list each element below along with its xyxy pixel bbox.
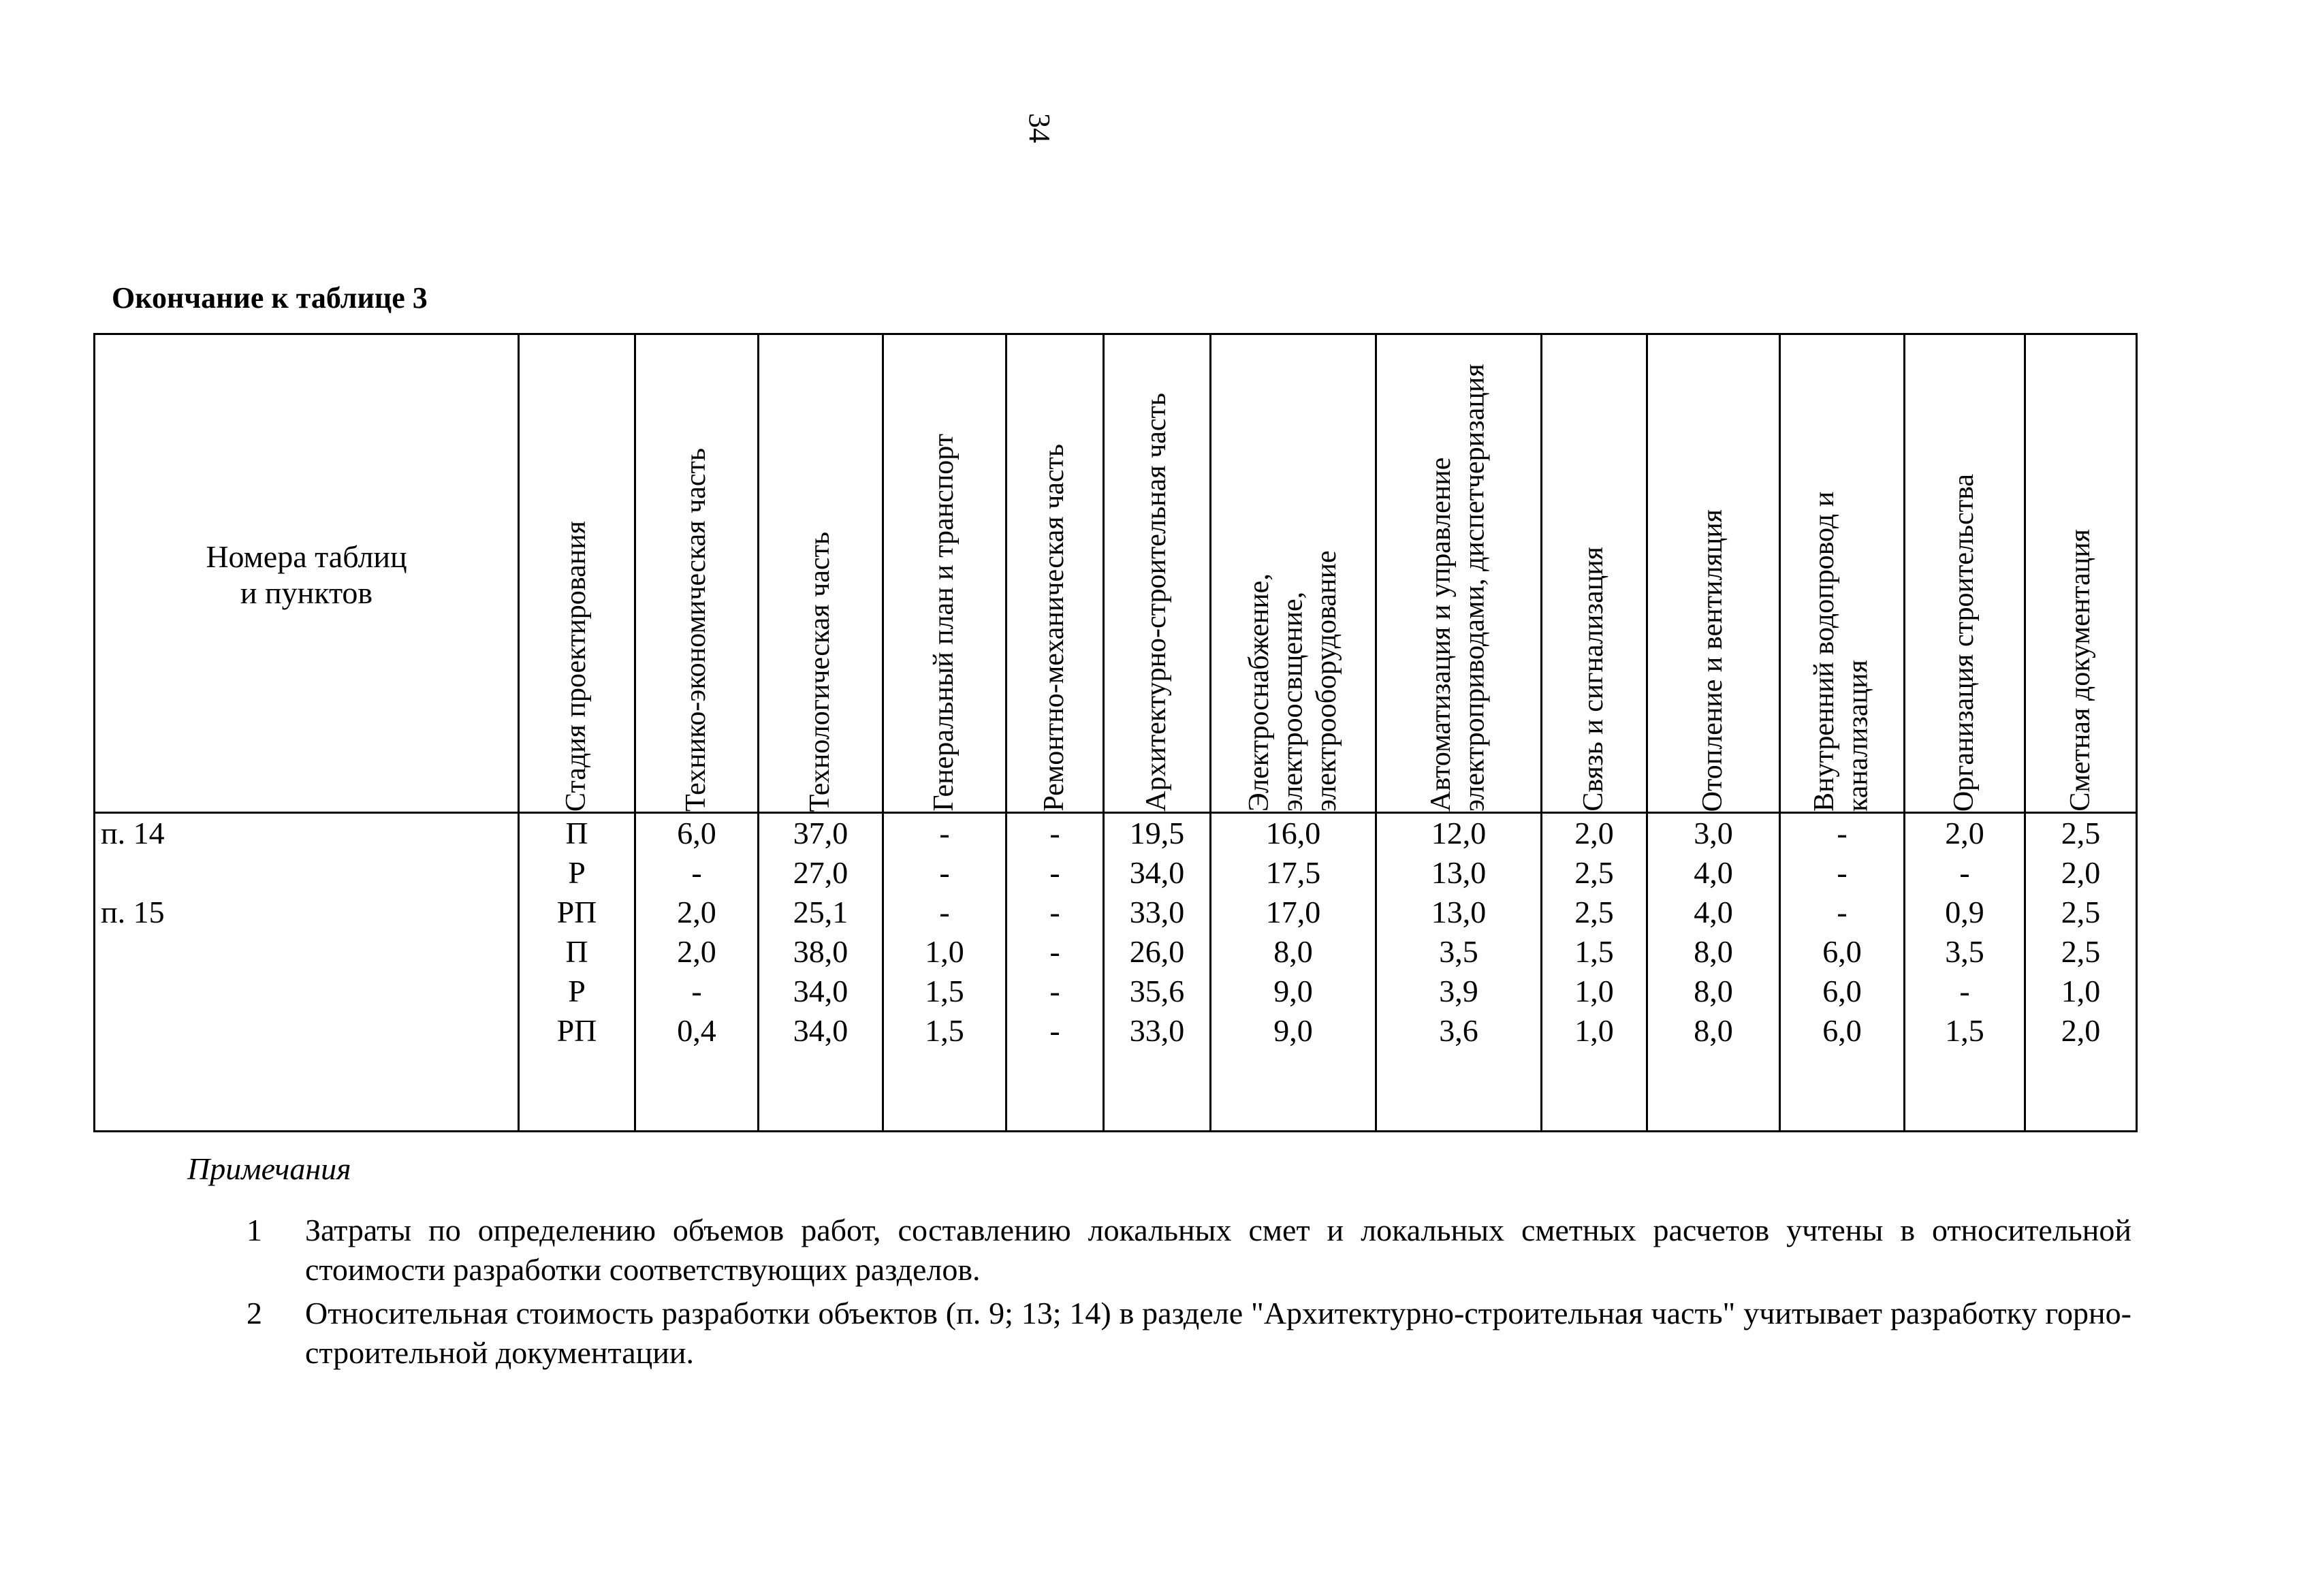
cell-value: - [1049, 855, 1060, 890]
data-table [93, 333, 2138, 1132]
column-header [635, 334, 759, 813]
cell-value: 0,9 [1945, 895, 1984, 929]
column-header [1376, 334, 1542, 813]
table-cell [883, 813, 1006, 1132]
cell-value: - [1049, 934, 1060, 969]
cell-value: 34,0 [1129, 855, 1185, 890]
column-header [883, 334, 1006, 813]
table-title: Окончание к таблице 3 [112, 281, 428, 315]
cell-value: П [565, 816, 588, 850]
column-header [519, 334, 635, 813]
cell-value: 16,0 [1265, 816, 1321, 850]
page-number: 34 [1023, 113, 1056, 143]
cell-value: 26,0 [1129, 934, 1185, 969]
cell-value: 9,0 [1273, 974, 1313, 1008]
cell-value: 2,5 [2061, 895, 2101, 929]
cell-value: 8,0 [1694, 934, 1733, 969]
column-header [2025, 334, 2137, 813]
table-cell [1647, 813, 1780, 1132]
cell-value: 38,0 [793, 934, 849, 969]
cell-value: 3,5 [1439, 934, 1478, 969]
cell-value: П [565, 934, 588, 969]
table-cell [1542, 813, 1647, 1132]
cell-value: 1,5 [1945, 1013, 1984, 1048]
cell-value: 3,5 [1945, 934, 1984, 969]
cell-value: 1,0 [925, 934, 964, 969]
cell-value: 2,5 [2061, 816, 2101, 850]
cell-value: 1,0 [1574, 1013, 1614, 1048]
column-header-label: Технологическая часть [804, 531, 836, 812]
cell-value: 2,0 [2061, 855, 2101, 890]
table-cell [1006, 813, 1104, 1132]
cell-value: 6,0 [1822, 974, 1862, 1008]
cell-value: 33,0 [1129, 1013, 1185, 1048]
table-cell [1211, 813, 1376, 1132]
cell-value: 2,0 [1945, 816, 1984, 850]
group-label: п. 15 [101, 895, 165, 929]
column-header-label: Стадия проектирования [560, 520, 592, 812]
cell-value: - [1837, 816, 1848, 850]
table-cell [1104, 813, 1211, 1132]
notes-heading: Примечания [187, 1151, 351, 1186]
cell-value: 6,0 [677, 816, 716, 850]
table-cell [1780, 813, 1905, 1132]
cell-value: 19,5 [1129, 816, 1185, 850]
column-header-label: Организация строительства [1948, 473, 1980, 812]
cell-value: 2,0 [677, 895, 716, 929]
cell-value: 2,0 [677, 934, 716, 969]
column-header-label: Электроснабжение, электроосвщение, электрооборудование [1243, 550, 1342, 812]
cell-value: - [1049, 816, 1060, 850]
cell-value: 1,0 [1574, 974, 1614, 1008]
cell-value: - [939, 816, 950, 850]
column-header-label: Генеральный план и транспорт [928, 434, 960, 812]
cell-value: - [1837, 895, 1848, 929]
table-cell [635, 813, 759, 1132]
column-header [1104, 334, 1211, 813]
cell-value: Р [568, 974, 586, 1008]
cell-value: Р [568, 855, 586, 890]
table-cell [1376, 813, 1542, 1132]
column-header [759, 334, 883, 813]
column-header [1780, 334, 1905, 813]
cell-value: 2,5 [2061, 934, 2101, 969]
cell-value: 25,1 [793, 895, 849, 929]
column-header-label: Автоматизация и управление электроприводами, диспетчеризация [1425, 364, 1491, 812]
cell-value: 6,0 [1822, 1013, 1862, 1048]
column-header-label: Архитектурно-строительная часть [1141, 393, 1173, 812]
column-header-label: Связь и сигнализация [1578, 547, 1610, 812]
cell-value: - [691, 855, 702, 890]
column-header-label: Отопление и вентиляция [1697, 509, 1729, 812]
table-cell [2025, 813, 2137, 1132]
cell-value: 13,0 [1431, 895, 1487, 929]
group-label: п. 14 [101, 816, 165, 850]
cell-value: 34,0 [793, 974, 849, 1008]
table-cell [759, 813, 883, 1132]
cell-value: 4,0 [1694, 895, 1733, 929]
cell-value: 8,0 [1273, 934, 1313, 969]
note-number: 2 [247, 1296, 262, 1330]
cell-value: 4,0 [1694, 855, 1733, 890]
cell-value: 2,0 [2061, 1013, 2101, 1048]
cell-value: 1,0 [2061, 974, 2101, 1008]
note-text: Относительная стоимость разработки объектов (п. 9; 13; 14) в разделе "Архитектурно-строительная часть" учитывает разработку горно-строительной документации. [305, 1296, 2131, 1370]
cell-value: 9,0 [1273, 1013, 1313, 1048]
cell-value: - [939, 855, 950, 890]
cell-value: 3,9 [1439, 974, 1478, 1008]
row-label-cell [95, 813, 519, 1132]
cell-value: 17,0 [1265, 895, 1321, 929]
cell-value: 1,5 [925, 1013, 964, 1048]
note-number: 1 [247, 1213, 262, 1247]
cell-value: - [1959, 855, 1970, 890]
cell-value: 33,0 [1129, 895, 1185, 929]
cell-value: 13,0 [1431, 855, 1487, 890]
cell-value: 2,5 [1574, 895, 1614, 929]
cell-value: - [1837, 855, 1848, 890]
note-text: Затраты по определению объемов работ, составлению локальных смет и локальных сметных расчетов учтены в относительной стоимости разработки соответствующих разделов. [305, 1213, 2131, 1287]
table-cell [519, 813, 635, 1132]
cell-value: 17,5 [1265, 855, 1321, 890]
cell-value: - [1049, 895, 1060, 929]
cell-value: - [1049, 974, 1060, 1008]
column-header-label: Ремонтно-механическая часть [1038, 444, 1071, 812]
column-header [1211, 334, 1376, 813]
cell-value: 27,0 [793, 855, 849, 890]
cell-value: 12,0 [1431, 816, 1487, 850]
cell-value: 2,5 [1574, 855, 1614, 890]
column-header [1647, 334, 1780, 813]
column-header [1542, 334, 1647, 813]
cell-value: 35,6 [1129, 974, 1185, 1008]
row-header-line-2: и пунктов [240, 575, 373, 610]
column-header-label: Технико-экономическая часть [680, 448, 712, 812]
cell-value: - [1959, 974, 1970, 1008]
column-header [1006, 334, 1104, 813]
table-header-row [95, 334, 2137, 813]
cell-value: 37,0 [793, 816, 849, 850]
cell-value: 6,0 [1822, 934, 1862, 969]
cell-value: РП [556, 895, 597, 929]
cell-value: 2,0 [1574, 816, 1614, 850]
column-header-label: Сметная документация [2064, 529, 2096, 812]
cell-value: 3,6 [1439, 1013, 1478, 1048]
cell-value: 8,0 [1694, 974, 1733, 1008]
note-item [238, 1294, 2131, 1373]
cell-value: 1,5 [925, 974, 964, 1008]
column-header-label: Внутренний водопровод и канализация [1809, 491, 1874, 812]
cell-value: - [691, 974, 702, 1008]
cell-value: - [939, 895, 950, 929]
cell-value: 1,5 [1574, 934, 1614, 969]
cell-value: 34,0 [793, 1013, 849, 1048]
row-header-cell [95, 334, 519, 813]
note-item [238, 1211, 2131, 1290]
table-cell [1905, 813, 2025, 1132]
column-header [1905, 334, 2025, 813]
cell-value: 8,0 [1694, 1013, 1733, 1048]
cell-value: РП [556, 1013, 597, 1048]
cell-value: 0,4 [677, 1013, 716, 1048]
cell-value: 3,0 [1694, 816, 1733, 850]
cell-value: - [1049, 1013, 1060, 1048]
table-row [95, 813, 2137, 1132]
row-header-line-1: Номера таблиц [206, 539, 407, 574]
